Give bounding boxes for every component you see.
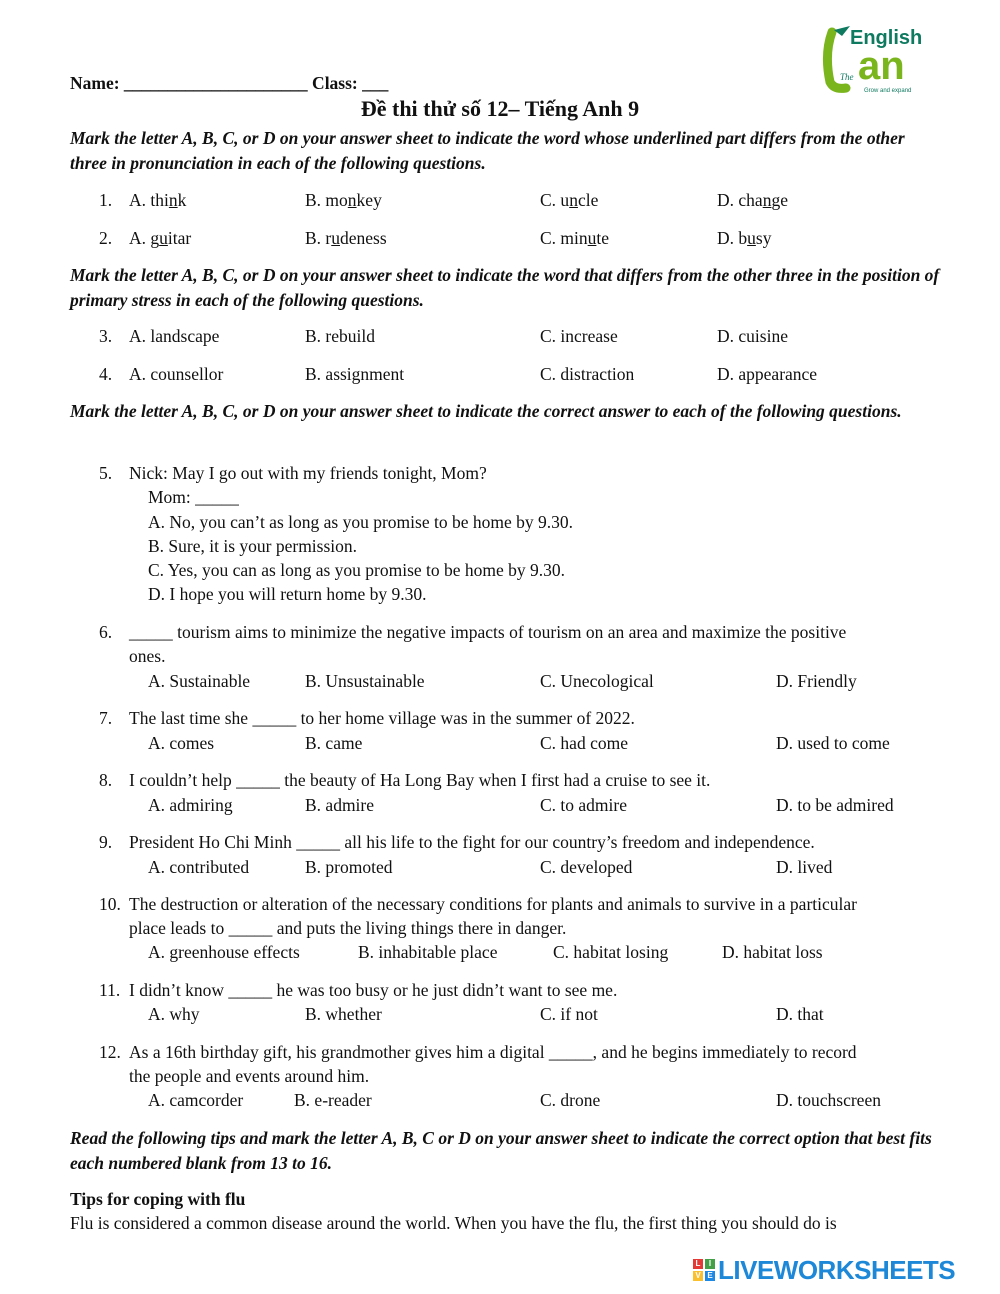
question-number: 8. — [99, 770, 113, 790]
option-c: C. had come — [540, 733, 628, 753]
option-a: A. counsellor — [129, 364, 224, 384]
instruction-stress: Mark the letter A, B, C, or D on your answer sheet to indicate the word that differs from the other three in the position of primary stress in each of the following questions. — [70, 265, 940, 310]
option-b: B. promoted — [305, 857, 393, 877]
option-a: A. No, you can’t as long as you promise to be home by 9.30. — [148, 512, 573, 532]
brand-wordmark: LIVEWORKSHEETS — [718, 1255, 956, 1285]
question-stem: Nick: May I go out with my friends tonight, Mom? — [129, 463, 487, 483]
question-number: 1. — [99, 190, 113, 210]
option-c: C. Yes, you can as long as you promise to be home by 9.30. — [148, 560, 566, 580]
option-d: D. busy — [717, 228, 772, 248]
option-d: D. habitat loss — [722, 942, 823, 962]
option-b: B. admire — [305, 795, 375, 815]
option-a: A. comes — [148, 733, 215, 753]
option-d: D. used to come — [776, 733, 890, 753]
question-stem: _____ tourism aims to minimize the negative impacts of tourism on an area and maximize the positive — [129, 622, 847, 642]
option-b: B. rudeness — [305, 228, 387, 248]
option-c: C. minute — [540, 228, 610, 248]
name-class-line: Name: _____________________ Class: ___ — [70, 73, 389, 93]
english-lan-logo — [820, 24, 935, 99]
option-b: B. inhabitable place — [358, 942, 498, 962]
option-a: A. greenhouse effects — [148, 942, 300, 962]
question-stem: The destruction or alteration of the necessary conditions for plants and animals to survive in a particular — [129, 894, 857, 914]
question-stem: I didn’t know _____ he was too busy or he just didn’t want to see me. — [129, 980, 618, 1000]
logo-word: English — [850, 27, 923, 49]
option-c: C. to admire — [540, 795, 627, 815]
option-c: C. uncle — [540, 190, 599, 210]
option-b: B. Sure, it is your permission. — [148, 536, 358, 556]
question-number: 11. — [99, 980, 121, 1000]
passage-text: Flu is considered a common disease around the world. When you have the flu, the first thing you should do is — [70, 1213, 837, 1233]
option-d: D. appearance — [717, 364, 818, 384]
question-number: 7. — [99, 708, 113, 728]
option-c: C. distraction — [540, 364, 635, 384]
option-a: A. Sustainable — [148, 671, 251, 691]
question-number: 6. — [99, 622, 113, 642]
passage-title: Tips for coping with flu — [70, 1189, 246, 1209]
logo-tagline: Grow and expand — [864, 88, 912, 94]
question-number: 2. — [99, 228, 113, 248]
question-stem-continued: the people and events around him. — [129, 1066, 370, 1086]
option-b: B. rebuild — [305, 326, 375, 346]
option-b: B. came — [305, 733, 363, 753]
logo-script: The — [840, 72, 854, 82]
dialogue-mom: Mom: _____ — [148, 487, 239, 507]
option-a: A. admiring — [148, 795, 233, 815]
question-number: 12. — [99, 1042, 121, 1062]
instruction-pronunciation: Mark the letter A, B, C, or D on your answer sheet to indicate the word whose underlined part differs from the other three in pronunciation in each of the following questions. — [70, 128, 905, 173]
option-b: B. e-reader — [294, 1090, 372, 1110]
option-d: D. change — [717, 190, 788, 210]
option-b: B. whether — [305, 1004, 382, 1024]
badge-letter: I — [705, 1259, 715, 1269]
option-c: C. habitat losing — [553, 942, 669, 962]
option-a: A. camcorder — [148, 1090, 244, 1110]
badge-letter: L — [693, 1259, 703, 1269]
option-b: B. monkey — [305, 190, 382, 210]
question-stem: I couldn’t help _____ the beauty of Ha Long Bay when I first had a cruise to see it. — [129, 770, 711, 790]
option-d: D. I hope you will return home by 9.30. — [148, 584, 427, 604]
question-number: 10. — [99, 894, 121, 914]
option-b: B. Unsustainable — [305, 671, 425, 691]
option-d: D. cuisine — [717, 326, 788, 346]
option-d: D. Friendly — [776, 671, 857, 691]
question-stem: As a 16th birthday gift, his grandmother gives him a digital _____, and he begins immediately to record — [129, 1042, 857, 1062]
page-title: Đề thi thử số 12– Tiếng Anh 9 — [360, 96, 640, 121]
option-d: D. to be admired — [776, 795, 894, 815]
option-a: A. guitar — [129, 228, 192, 248]
badge-letter: E — [705, 1271, 715, 1281]
badge-letter: V — [693, 1271, 703, 1281]
option-d: D. lived — [776, 857, 833, 877]
option-d: D. that — [776, 1004, 824, 1024]
question-stem-continued: ones. — [129, 646, 166, 666]
option-b: B. assignment — [305, 364, 405, 384]
option-c: C. developed — [540, 857, 633, 877]
logo-letters: an — [858, 44, 905, 88]
option-c: C. if not — [540, 1004, 598, 1024]
option-c: C. drone — [540, 1090, 601, 1110]
question-stem-continued: place leads to _____ and puts the living things there in danger. — [129, 918, 567, 938]
option-c: C. increase — [540, 326, 618, 346]
question-number: 9. — [99, 832, 113, 852]
question-stem: The last time she _____ to her home village was in the summer of 2022. — [129, 708, 635, 728]
option-a: A. think — [129, 190, 187, 210]
question-number: 5. — [99, 463, 113, 483]
brand-badge-icon — [693, 1259, 715, 1281]
option-a: A. contributed — [148, 857, 250, 877]
question-number: 3. — [99, 326, 113, 346]
question-number: 4. — [99, 364, 113, 384]
option-d: D. touchscreen — [776, 1090, 881, 1110]
option-a: A. why — [148, 1004, 200, 1024]
instruction-reading: Read the following tips and mark the letter A, B, C or D on your answer sheet to indicate the correct option that best fits each numbered blank from 13 to 16. — [70, 1128, 932, 1173]
question-stem: President Ho Chi Minh _____ all his life to the fight for our country’s freedom and independence. — [129, 832, 815, 852]
option-c: C. Unecological — [540, 671, 654, 691]
instruction-correct-answer: Mark the letter A, B, C, or D on your answer sheet to indicate the correct answer to each of the following questions. — [70, 401, 902, 421]
option-a: A. landscape — [129, 326, 220, 346]
